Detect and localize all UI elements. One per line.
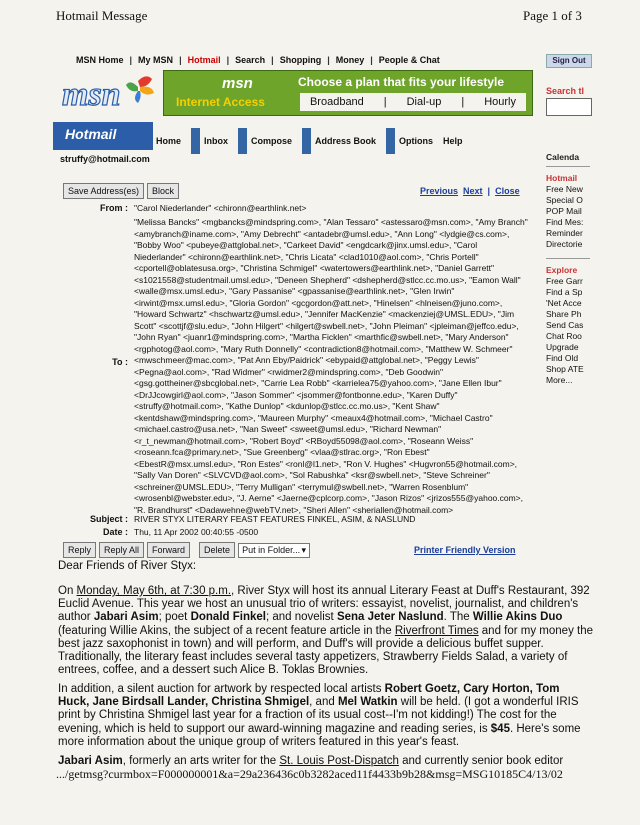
text-run: Mel Watkin xyxy=(337,696,398,709)
printer-friendly-link[interactable]: Printer Friendly Version xyxy=(414,545,516,555)
put-in-folder-value: Put in Folder... xyxy=(242,544,301,555)
footer-url: .../getmsg?curmbox=F000000001&a=29a236436c0b3282aced11f4433b9b28&msg=MSG10185C xyxy=(56,767,527,781)
subject-value: RIVER STYX LITERARY FEAST FEATURES FINKEL, ASIM, & NASLUND xyxy=(134,514,416,524)
home-label: Home xyxy=(156,136,182,146)
print-page-number: Page 1 of 3 xyxy=(523,8,582,23)
banner-brand: msn xyxy=(222,75,253,92)
msn-logo[interactable] xyxy=(60,73,160,113)
footer-date: 4/13/02 xyxy=(526,767,563,781)
msn-logo-text: msn xyxy=(62,76,121,113)
inbox-tab-icon xyxy=(191,128,200,154)
text-run: ; poet xyxy=(158,611,191,624)
sidebar-explore-link-0[interactable]: Free Garr xyxy=(546,276,583,286)
banner-tagline: Choose a plan that fits your lifestyle xyxy=(298,75,505,89)
help-label: Help xyxy=(443,136,463,146)
banner-option-broadband[interactable]: Broadband xyxy=(309,96,364,108)
inbox-label: Inbox xyxy=(204,136,229,146)
text-run: and currently senior book editor xyxy=(398,755,564,767)
address-book-tab-icon xyxy=(302,128,311,154)
hotmail-subnav xyxy=(156,128,473,154)
hotmail-tab[interactable] xyxy=(53,122,153,150)
body-paragraph-2 xyxy=(58,683,593,749)
options-tab-icon xyxy=(386,128,395,154)
internet-access-banner[interactable] xyxy=(163,70,533,116)
sidebar-hotmail-link-4[interactable]: Reminder xyxy=(546,228,583,238)
compose-tab-icon xyxy=(238,128,247,154)
explore-heading: Explore xyxy=(546,265,578,275)
message-navigation: Previous Next | Close xyxy=(420,186,520,196)
sidebar-explore-link-4[interactable]: Send Cas xyxy=(546,320,584,330)
forward-button[interactable]: Forward xyxy=(147,542,190,558)
body-greeting: Dear Friends of River Styx: xyxy=(58,560,197,572)
text-run: , and xyxy=(309,696,338,709)
sidebar-explore-link-9[interactable]: More... xyxy=(546,375,573,385)
compose-label: Compose xyxy=(251,136,293,146)
explore-links xyxy=(546,276,594,386)
nav-money[interactable]: Money xyxy=(335,55,365,65)
calendar-heading[interactable]: Calenda xyxy=(546,152,580,162)
text-run: , River Styx will host its annual Literary Feast at Duff's Restaurant, 392 Euclid Avenue. This year we host an unusual trio of writers: essayist, novelist, journalist, and children's author xyxy=(58,585,590,624)
text-run: , formerly an arts writer for the xyxy=(122,755,280,767)
nav-help[interactable] xyxy=(443,128,463,154)
text-run[interactable]: St. Louis Post-Dispatch xyxy=(279,755,399,767)
options-label: Options xyxy=(399,136,434,146)
reply-button[interactable]: Reply xyxy=(63,542,96,558)
address-book-label: Address Book xyxy=(315,136,377,146)
sidebar-explore-link-3[interactable]: Share Ph xyxy=(546,309,582,319)
text-run: $45 xyxy=(490,722,510,735)
from-label: From : xyxy=(100,203,128,213)
account-email: struffy@hotmail.com xyxy=(60,154,150,164)
sidebar-explore-link-6[interactable]: Upgrade xyxy=(546,342,579,352)
sidebar-hotmail-link-0[interactable]: Free New xyxy=(546,184,583,194)
text-run: will be held. (I got a wonderful IRIS print by Christina Shmigel last year for a fraction of its usual cost--I'm not kidding!) The cost for the evening, which is held to support our award-winning magazine and reading series, is xyxy=(58,696,579,735)
to-value: "Melissa Bancks" <mgbancks@mindspring.com>, "Alan Tessaro" <astessaro@msn.com>, "Amy Branch" <amybranch@iname.com>, "Amy Debrecht" <antadebr@umsl.edu>, "Ann Long" <lydgie@cs.com>, "Bobby Woo" <pubeye@attglobal.net>, "Carkeet David" <engdcark@jinx.umsl.edu>, "Carol Niederlander" <chironn@earthlink.net>, "Chris Licata" <clad1010@aol.com>, "Chris Portell" <cportell@oblatesusa.org>, "Christina Schmigel" <watertowers@earthlink.net>, "Daniel Garrett" <s1021558@studentmail.umsl.edu>, "Deneen Shepherd" <dshepherd@stlcc.cc.mo.us>, "Eamon Wall" <walle@msx.umsl.edu>, "Gary Passanise" <gpassanise@earthlink.net>, "Glen Irwin" <irwint@msx.umsl.edu>, "Gloria Gordon" <gcgordon@att.net>, "Hinelsen" <hlneisen@juno.com>, "Howard Schwartz" <hschwartz@umsl.edu>, "Jennifer MacKenzie" <mackenziej@UMSL.EDU>, "Jim Scott" <scottjf@slu.edu>, "John Hilgert" <hilgert@swbell.net>, "John Pleiman" <jpleiman@jeffco.edu>, "John Ryan" <juanr1@mindspring.com>, "Martha Ficklen" <marthfic@swbell.net>, "Mary Anderson" <rgphotog@aol.com>, "Mary Ruth Donnelly" <contradiction8@hotmail.com>, "Matthew W. Schmeer" <mwschmeer@mac.com>, "Pat Ann Eby/Paidrick" <ebypaid@attglobal.net>, "Peggy Lewis" <Pegna@aol.com>, "Rad Widmer" <rwidmer2@mindspring.com>, "Deb Goodwin" <gsg.gottheiner@sbcglobal.net>, "Carrie Lea Robb" <karrielea75@yahoo.com>, "Jane Ellen Ibur" <DrJJcowgirl@aol.com>, "Jason Sommer" <jsommer@fontbonne.edu>, "Karen Duffy" <struffy@hotmail.com>, "Kathe Dunlop" <kdunlop@stlcc.cc.mo.us>, "Kent Shaw" <kentdshaw@mindspring.com>, "Maureen Murphy" <meaux4@hotmail.com>, "Michael Castro" <michael.castro@usa.net>, "Nan Sweet" <sweet@umsl.edu>, "Richard Newman" <r_t_newman@hotmail.com>, "Robert Boyd" <RBoyd55098@aol.com>, "Roseann Weiss" <roseann.fca@primary.net>, "Sue Greenberg" <vlaa@stlrac.org>, "Ron Ebest" <EbestR@msx.umsl.edu>, "Ron Estes" <ronl@l1.net>, "Ron V. Hughes" <Hugvron55@hotmail.com>, "Sally Van Doren" <SLVCVD@aol.com>, "Sol Rabushka" <ksr@swbell.net>, "Steve Schreiner" <schreiner@UMSL.EDU>, "Terry Mulligan" <terrymul@swbell.net>, "Warren Rosenblum" <wrosenbl@webster.edu>, "J. Aerne" <Jaerne@cplcorp.com>, "Jason Rizos" <jrizos555@yahoo.com>, "R. Brandhurst" <Dadawehne@webTV.net>, "Sheri Allen" <sheriallen@hotmail.com> xyxy=(134,217,528,515)
hotmail-tab-label: Hotmail xyxy=(65,126,117,142)
delete-button[interactable]: Delete xyxy=(199,542,235,558)
date-label: Date : xyxy=(102,527,128,537)
text-run: . The xyxy=(443,611,473,624)
put-in-folder-select[interactable] xyxy=(238,543,310,558)
text-run: Jabari Asim xyxy=(93,611,159,624)
text-run: Willie Akins Duo xyxy=(472,611,563,624)
text-run: On xyxy=(58,585,77,597)
sidebar-explore-link-8[interactable]: Shop ATE xyxy=(546,364,584,374)
body-paragraph-1 xyxy=(58,585,593,677)
previous-link[interactable]: Previous xyxy=(420,186,459,196)
search-label: Search tl xyxy=(546,86,585,96)
text-run: Donald Finkel xyxy=(190,611,266,624)
sidebar-hotmail-link-3[interactable]: Find Mes: xyxy=(546,217,584,227)
nav-options[interactable] xyxy=(386,128,433,154)
sign-out-button[interactable]: Sign Out xyxy=(546,54,592,68)
nav-people-chat[interactable]: People & Chat xyxy=(378,55,440,65)
nav-my-msn[interactable]: My MSN xyxy=(138,55,174,65)
next-link[interactable]: Next xyxy=(463,186,483,196)
date-value: Thu, 11 Apr 2002 00:40:55 -0500 xyxy=(134,527,259,537)
nav-hotmail[interactable]: Hotmail xyxy=(187,55,221,65)
text-run: ; and novelist xyxy=(265,611,337,624)
sidebar-explore-link-7[interactable]: Find Old xyxy=(546,353,579,363)
banner-options: Broadband | Dial-up | Hourly xyxy=(300,93,526,111)
hotmail-heading: Hotmail xyxy=(546,173,578,183)
from-value: "Carol Niederlander" <chironn@earthlink.net> xyxy=(134,203,307,213)
to-label: To : xyxy=(112,357,128,367)
message-toolbar-top xyxy=(63,183,179,199)
nav-search[interactable]: Search xyxy=(235,55,266,65)
text-run: (featuring Willie Akins, the subject of a recent feature article in the xyxy=(58,624,395,637)
sidebar-hotmail-link-5[interactable]: Directorie xyxy=(546,239,583,249)
right-sidebar xyxy=(546,152,594,386)
save-address-button[interactable]: Save Address(es) xyxy=(63,183,144,199)
nav-address-book[interactable] xyxy=(302,128,376,154)
message-toolbar-actions xyxy=(63,542,310,558)
search-input[interactable] xyxy=(546,98,592,116)
butterfly-icon xyxy=(126,76,154,103)
nav-compose[interactable] xyxy=(238,128,292,154)
print-footer xyxy=(56,767,563,782)
text-run: and for my money the best jazz saxophonist in town) and will perform, and Duff's will provide a delicious buffet supper. Traditionally, the literary feast includes several tasty appetizers, Strawberry Fields Salad, a variety of entrees, coffee, and a dessert such Alice B. Toklas Brownies. xyxy=(58,624,594,677)
subject-label: Subject : xyxy=(89,514,128,524)
banner-brand-sub: Internet Access xyxy=(176,95,265,109)
text-run: In addition, a silent auction for artwork by respected local artists xyxy=(58,683,385,695)
banner-option-hourly[interactable]: Hourly xyxy=(484,96,516,108)
banner-option-dialup[interactable]: Dial-up xyxy=(406,96,442,108)
sidebar-hotmail-link-2[interactable]: POP Mail xyxy=(546,206,582,216)
text-run[interactable]: Riverfront Times xyxy=(394,624,479,637)
sidebar-explore-link-2[interactable]: 'Net Acce xyxy=(546,298,582,308)
reply-all-button[interactable]: Reply All xyxy=(99,542,144,558)
sidebar-explore-link-1[interactable]: Find a Sp xyxy=(546,287,583,297)
text-run: Jabari Asim xyxy=(58,755,123,767)
text-run[interactable]: Monday, May 6th, at 7:30 p.m. xyxy=(76,585,232,597)
close-link[interactable]: Close xyxy=(495,186,520,196)
msn-top-nav: MSN Home | My MSN | Hotmail | Search | Shopping | Money | People & Chat xyxy=(70,55,446,65)
nav-home[interactable] xyxy=(156,128,181,154)
nav-shopping[interactable]: Shopping xyxy=(279,55,322,65)
print-header-title: Hotmail Message xyxy=(56,8,148,23)
hotmail-links xyxy=(546,184,594,250)
text-run: Sena Jeter Naslund xyxy=(336,611,444,624)
nav-msn-home[interactable]: MSN Home xyxy=(76,55,124,65)
dropdown-arrow-icon: ▾ xyxy=(301,544,307,555)
block-button[interactable]: Block xyxy=(147,183,179,199)
nav-inbox[interactable] xyxy=(191,128,228,154)
text-run: . Here's some more information about the unique group of writers featured in this year's feast. xyxy=(58,722,581,748)
text-run: Robert Goetz, Cary Horton, Tom Huck, Jane Birdsall Lander, Christina Shmigel xyxy=(58,683,560,709)
sidebar-hotmail-link-1[interactable]: Special O xyxy=(546,195,583,205)
sidebar-explore-link-5[interactable]: Chat Roo xyxy=(546,331,582,341)
